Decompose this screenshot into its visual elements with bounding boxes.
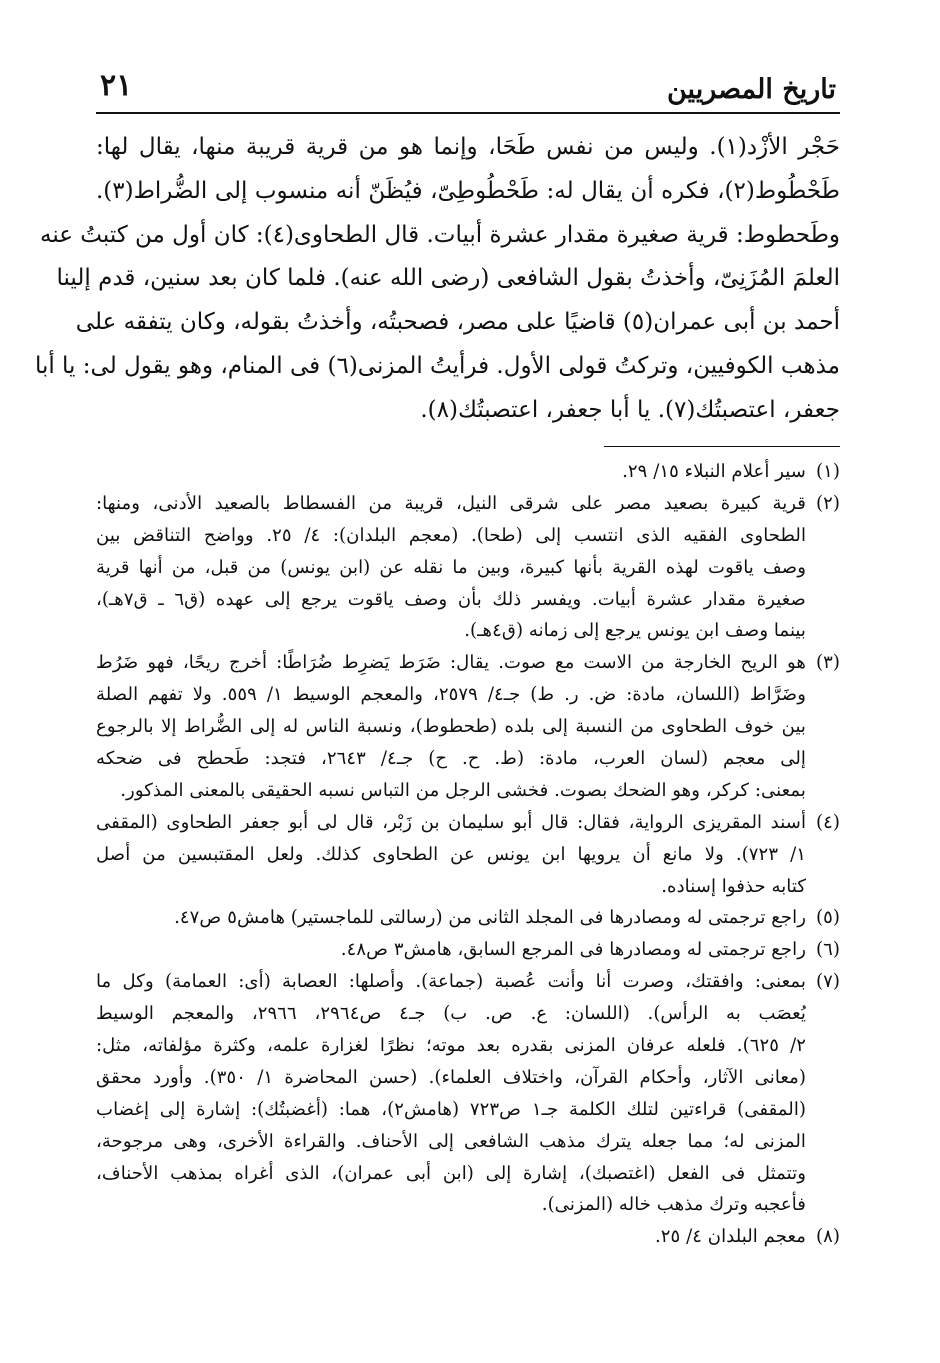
- footnote-line: راجع ترجمتى له ومصادرها فى المرجع السابق، هامش٣ ص٤٨.: [340, 939, 806, 961]
- footnote-line: راجع ترجمتى له ومصادرها فى المجلد الثانى من (رسالتى للماجستير) هامش٥ ص٤٧.: [174, 907, 806, 929]
- running-title: تاريخ المصريين: [667, 74, 836, 105]
- footnote-line: وضَرَّاط (اللسان، مادة: ض. ر. ط) جـ٤/ ٢٥٧٩، والمعجم الوسيط ١/ ٥٥٩. ولا تفهم الصلة: [96, 684, 806, 706]
- footnote-line: قرية كبيرة بصعيد مصر على شرقى النيل، قريبة من الفسطاط بالصعيد الأدنى، ومنها:: [96, 492, 806, 514]
- footnote-4: [96, 807, 840, 903]
- footnote-number: (٣): [816, 652, 840, 674]
- footnote-line: صغيرة مقدار عشرة أبيات. ويفسر ذلك بأن وصف ياقوت يرجع إلى عهده (ق٦ ـ ق٧هـ)،: [96, 588, 806, 610]
- footnote-separator: [604, 446, 840, 447]
- main-text-line: وطَحطوط: قرية صغيرة مقدار عشرة أبيات. قال الطحاوى(٤): كان أول من كتبتُ عنه: [40, 221, 840, 248]
- footnote-number: (١): [816, 461, 840, 482]
- footnote-line: يُعصَب به الرأس). (اللسان: ع. ص. ب) جـ٤ ص٢٩٦٤، ٢٩٦٦، والمعجم الوسيط: [96, 1003, 806, 1025]
- footnote-line: وتتمثل فى الفعل (اغتصبك)، إشارة إلى (ابن أبى عمران)، الذى أغراه بمذهب الأحناف،: [96, 1162, 806, 1184]
- footnote-line: بين خوف الطحاوى من النسبة إلى بلده (طحطوط)، ونسبة الناس له إلى الضُّراط إلا بالرجوع: [96, 716, 806, 738]
- footnote-7: [96, 966, 840, 1221]
- footnote-line: بمعنى: كركر، وهو الضحك بصوت. فخشى الرجل من التباس نسبه الحقيقى بالمعنى المذكور.: [120, 779, 806, 801]
- footnote-6: [96, 934, 840, 966]
- footnote-number: (٨): [816, 1226, 840, 1248]
- footnote-number: (٢): [816, 492, 840, 514]
- footnote-line: (المقفى) قراءتين لتلك الكلمة جـ١ ص٧٢٣ (هامش٢)، هما: (أغضبتُك): إشارة إلى إغضاب: [96, 1098, 806, 1120]
- page-header: [96, 66, 840, 114]
- footnote-line: ٢/ ٦٢٥). فلعله عرفان المزنى بقدره بعد موته؛ نظرًا لغزارة علمه، وكثرة مؤلفاته، مثل:: [96, 1035, 806, 1057]
- footnotes: [96, 456, 840, 1253]
- main-text-line: حَجْر الأزْد(١). وليس من نفس طَحَا، وإنما هو من قرية قريبة منها، يقال لها:: [96, 134, 840, 160]
- main-text-line: مذهب الكوفيين، وتركتُ قولى الأول. فرأيتُ المزنى(٦) فى المنام، وهو يقول لى: يا أبا: [34, 352, 840, 379]
- footnote-number: (٥): [816, 907, 840, 929]
- main-text-line: أحمد بن أبى عمران(٥) قاضيًا على مصر، فصحبتُه، وأخذتُ بقوله، وكان يتفقه على: [75, 309, 840, 336]
- footnote-line: إلى معجم (لسان العرب، مادة: (ط. ح. ح) جـ٤/ ٢٦٤٣، فتجد: طَحطح فى ضحكه: [96, 748, 806, 770]
- footnote-line: هو الريح الخارجة من الاست مع صوت. يقال: ضَرَط يَضرِط ضُرَاطًا: أخرج ريحًا، فهو ضَرُط: [96, 652, 806, 674]
- footnote-line: بينما وصف ابن يونس يرجع إلى زمانه (ق٤هـ).: [464, 620, 806, 642]
- footnote-line: كتابه حذفوا إسناده.: [661, 875, 806, 897]
- footnote-number: (٧): [816, 971, 840, 993]
- footnote-line: المزنى له؛ مما جعله يترك مذهب الشافعى إلى الأحناف. والقراءة الأخرى، وهى مرجوحة،: [96, 1130, 806, 1152]
- footnote-line: سير أعلام النبلاء ١٥/ ٢٩.: [622, 461, 806, 482]
- footnote-number: (٦): [816, 939, 840, 961]
- footnote-line: ١/ ٧٢٣). ولا مانع أن يرويها ابن يونس عن الطحاوى كذلك. ولعل المقتبسين من أصل: [96, 843, 806, 865]
- footnote-line: بمعنى: وافقتك، وصرت أنا وأنت عُصبة (جماعة). وأصلها: العصابة (أى: العمامة) وكل ما: [96, 971, 806, 993]
- footnote-line: أسند المقريزى الرواية، فقال: قال أبو سليمان بن زَبْر، قال لى أبو جعفر الطحاوى (المقفى: [96, 811, 806, 833]
- footnote-line: معجم البلدان ٤/ ٢٥.: [654, 1226, 806, 1248]
- main-text: [34, 126, 840, 433]
- footnote-number: (٤): [816, 811, 840, 833]
- main-text-line: طَحْطُوط(٢)، فكره أن يقال له: طَحْطُوطِىّ، فيُظَنّ أنه منسوب إلى الضُّراط(٣).: [96, 177, 840, 204]
- footnote-8: [96, 1221, 840, 1253]
- footnote-2: [96, 488, 840, 647]
- footnote-1: [96, 456, 840, 488]
- main-text-line: العلمَ المُزَنِىّ، وأخذتُ بقول الشافعى (رضى الله عنه). فلما كان بعد سنين، قدم إلينا: [56, 265, 840, 292]
- footnote-3: [96, 647, 840, 806]
- footnote-line: (معانى الآثار، وأحكام القرآن، واختلاف العلماء). (حسن المحاضرة ١/ ٣٥٠). وأورد محقق: [96, 1066, 806, 1088]
- footnote-line: فأعجبه وترك مذهب خاله (المزنى).: [541, 1194, 806, 1216]
- main-text-line: جعفر، اعتصبتُك(٧). يا أبا جعفر، اعتصبتُك(٨).: [420, 396, 840, 423]
- footnote-5: [96, 902, 840, 934]
- footnote-line: الطحاوى الفقيه الذى انتسب إلى (طحا). (معجم البلدان): ٤/ ٢٥. وواضح التناقض بين: [96, 524, 806, 546]
- footnote-line: وصف ياقوت لهذه القرية بأنها كبيرة، وبين ما نقله عن (ابن يونس) من قبل، من أنها قرية: [96, 556, 806, 578]
- page-number: ٢١: [100, 68, 133, 103]
